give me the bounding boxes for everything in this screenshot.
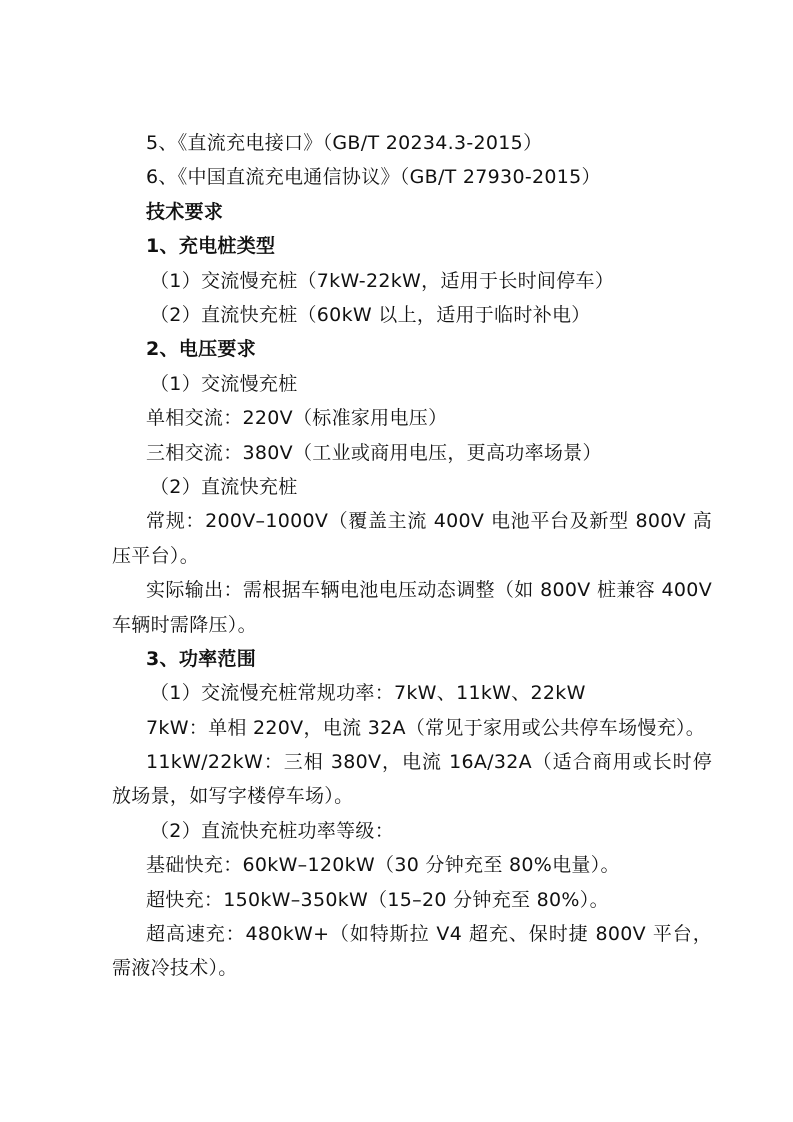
voltage-single-phase: 单相交流：220V（标准家用电压） [146,407,448,430]
subsection-heading-charger-types: 1、充电桩类型 [146,235,276,258]
charger-type-dc: （2）直流快充桩（60kW 以上，适用于临时补电） [150,303,591,326]
power-ultra-fast: 超快充：150kW–350kW（15–20 分钟充至 80%）。 [146,888,609,911]
power-11kw-22kw: 11kW/22kW：三相 380V，电流 16A/32A（适合商用或长时停放场景，如写字楼停车场）。 [112,751,712,808]
power-7kw: 7kW：单相 220V，电流 32A（常见于家用或公共停车场慢充）。 [146,716,706,739]
document-body [112,126,712,986]
voltage-dc-regular: 常规：200V–1000V（覆盖主流 400V 电池平台及新型 800V 高压平台）。 [112,510,712,567]
power-ac-heading: （1）交流慢充桩常规功率：7kW、11kW、22kW [150,682,586,705]
subsection-heading-power-range: 3、功率范围 [146,647,257,670]
power-super-high-speed: 超高速充：480kW+（如特斯拉 V4 超充、保时捷 800V 平台，需液冷技术）。 [112,923,712,980]
standard-item-5: 5、《直流充电接口》（GB/T 20234.3-2015） [146,132,543,154]
voltage-three-phase: 三相交流：380V（工业或商用电压，更高功率场景） [146,441,602,464]
voltage-dc-heading: （2）直流快充桩 [150,475,298,498]
standard-item-6: 6、《中国直流充电通信协议》（GB/T 27930-2015） [146,166,601,189]
subsection-heading-voltage: 2、电压要求 [146,338,257,361]
voltage-dc-actual-output: 实际输出：需根据车辆电池电压动态调整（如 800V 桩兼容 400V 车辆时需降压）。 [112,579,712,636]
power-dc-heading: （2）直流快充桩功率等级： [150,819,394,842]
section-heading-technical-requirements: 技术要求 [146,200,224,223]
voltage-ac-heading: （1）交流慢充桩 [150,372,298,395]
charger-type-ac: （1）交流慢充桩（7kW-22kW，适用于长时间停车） [150,269,615,292]
power-basic-fast: 基础快充：60kW–120kW（30 分钟充至 80%电量）。 [146,854,620,877]
